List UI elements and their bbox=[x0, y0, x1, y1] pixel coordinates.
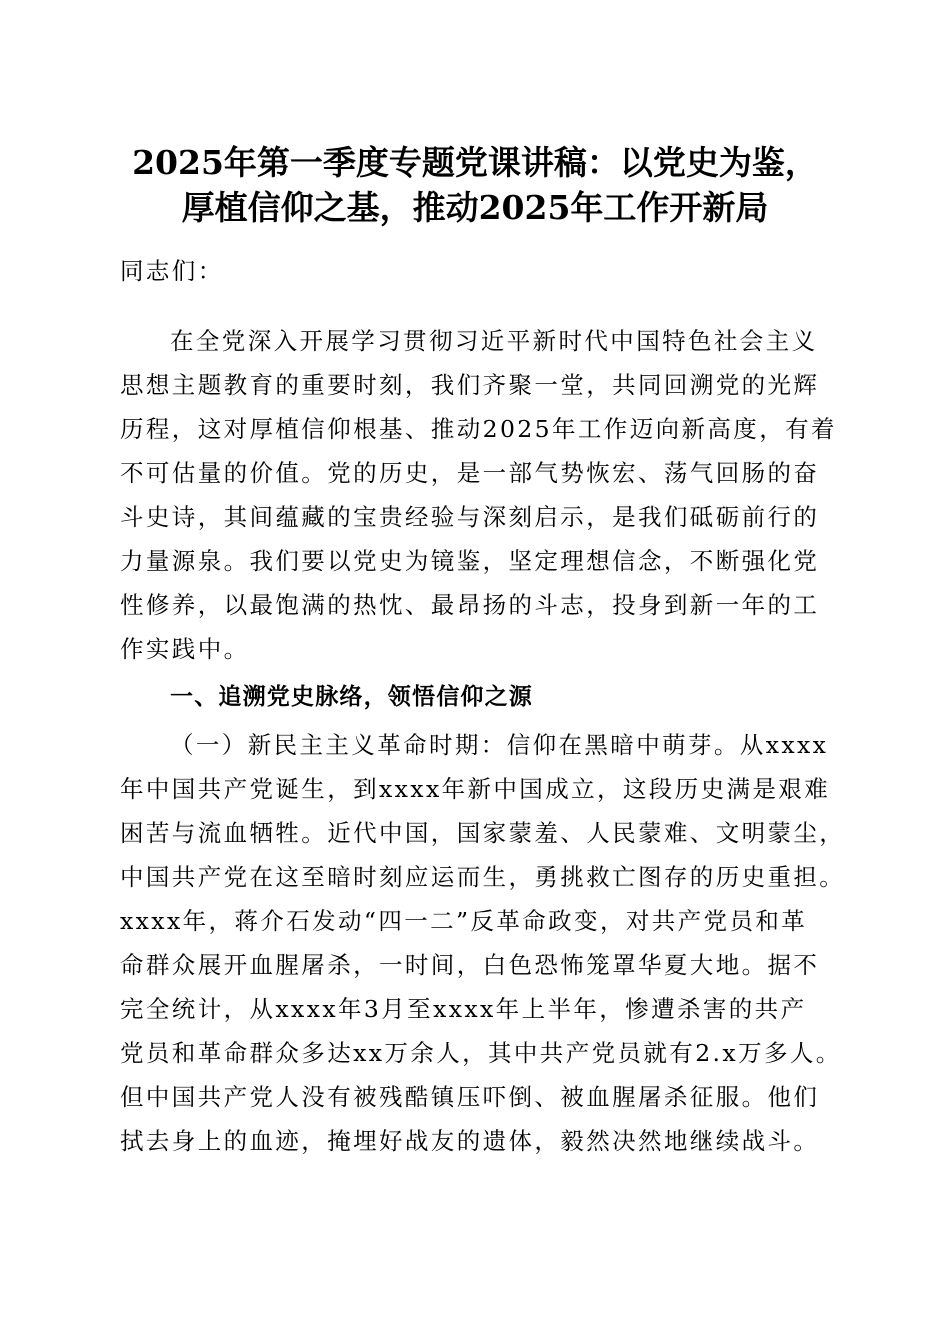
intro-line-2: 思想主题教育的重要时刻，我们齐聚一堂，共同回溯党的光辉 bbox=[120, 371, 820, 399]
intro-line-4: 不可估量的价值。党的历史，是一部气势恢宏、荡气回肠的奋 bbox=[120, 459, 820, 487]
document-title-line-1: 2025年第一季度专题党课讲稿：以党史为鉴， bbox=[132, 143, 818, 182]
section-1-line-3: 困苦与流血牺牲。近代中国，国家蒙羞、人民蒙难、文明蒙尘， bbox=[120, 819, 846, 847]
intro-line-3: 历程，这对厚植信仰根基、推动2025年工作迈向新高度，有着 bbox=[120, 415, 837, 443]
section-1-line-4: 中国共产党在这至暗时刻应运而生，勇挑救亡图存的历史重担。 bbox=[120, 863, 846, 891]
intro-line-7: 性修养，以最饱满的热忱、最昂扬的斗志，投身到新一年的工 bbox=[120, 591, 820, 619]
document-title-line-2: 厚植信仰之基，推动2025年工作开新局 bbox=[181, 188, 769, 227]
section-1-line-6: 命群众展开血腥屠杀，一时间，白色恐怖笼罩华夏大地。据不 bbox=[120, 951, 820, 979]
section-1-line-1: （一）新民主主义革命时期：信仰在黑暗中萌芽。从xxxx bbox=[170, 731, 829, 759]
salutation: 同志们： bbox=[120, 257, 224, 285]
section-1-line-5: xxxx年，蒋介石发动“四一二”反革命政变，对共产党员和革 bbox=[120, 907, 808, 935]
section-1-line-7: 完全统计，从xxxx年3月至xxxx年上半年，惨遭杀害的共产 bbox=[120, 995, 807, 1023]
intro-line-6: 力量源泉。我们要以党史为镜鉴，坚定理想信念，不断强化党 bbox=[120, 547, 820, 575]
section-1-line-2: 年中国共产党诞生，到xxxx年新中国成立，这段历史满是艰难 bbox=[120, 775, 831, 803]
intro-line-8: 作实践中。 bbox=[120, 635, 250, 663]
intro-line-5: 斗史诗，其间蕴藏的宝贵经验与深刻启示，是我们砥砺前行的 bbox=[120, 503, 820, 531]
section-1-heading: 一、追溯党史脉络，领悟信仰之源 bbox=[170, 684, 533, 710]
section-1-line-8: 党员和革命群众多达xx万余人，其中共产党员就有2.x万多人。 bbox=[120, 1039, 842, 1067]
intro-line-1: 在全党深入开展学习贯彻习近平新时代中国特色社会主义 bbox=[170, 327, 818, 355]
section-1-line-9: 但中国共产党人没有被残酷镇压吓倒、被血腥屠杀征服。他们 bbox=[120, 1083, 820, 1111]
section-1-line-10: 拭去身上的血迹，掩埋好战友的遗体，毅然决然地继续战斗。 bbox=[120, 1127, 820, 1155]
